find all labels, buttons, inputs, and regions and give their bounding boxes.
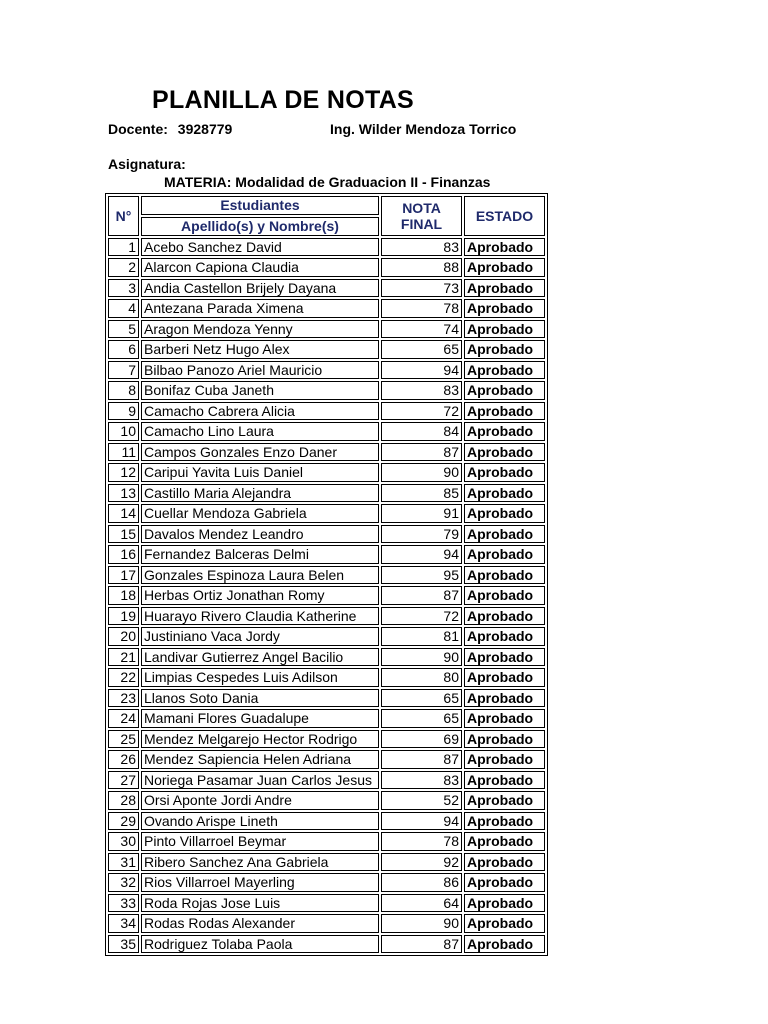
table-row [108, 607, 545, 626]
student-name: Aragon Mendoza Yenny [141, 320, 379, 339]
student-name: Davalos Mendez Leandro [141, 525, 379, 544]
row-number: 21 [108, 648, 139, 667]
status: Aprobado [464, 832, 545, 851]
student-name: Rios Villarroel Mayerling [141, 873, 379, 892]
final-grade: 83 [381, 381, 462, 400]
student-name: Mendez Sapiencia Helen Adriana [141, 750, 379, 769]
status: Aprobado [464, 607, 545, 626]
header-num: N° [108, 196, 139, 236]
table-row [108, 320, 545, 339]
row-number: 33 [108, 894, 139, 913]
student-name: Acebo Sanchez David [141, 238, 379, 257]
table-row [108, 381, 545, 400]
final-grade: 65 [381, 340, 462, 359]
table-row [108, 709, 545, 728]
row-number: 15 [108, 525, 139, 544]
final-grade: 87 [381, 935, 462, 954]
final-grade: 90 [381, 463, 462, 482]
student-name: Limpias Cespedes Luis Adilson [141, 668, 379, 687]
status: Aprobado [464, 422, 545, 441]
final-grade: 85 [381, 484, 462, 503]
table-row [108, 361, 545, 380]
row-number: 16 [108, 545, 139, 564]
status: Aprobado [464, 279, 545, 298]
final-grade: 65 [381, 709, 462, 728]
table-row [108, 299, 545, 318]
table-row [108, 545, 545, 564]
row-number: 32 [108, 873, 139, 892]
final-grade: 81 [381, 627, 462, 646]
table-row [108, 525, 545, 544]
status: Aprobado [464, 586, 545, 605]
status: Aprobado [464, 853, 545, 872]
status: Aprobado [464, 894, 545, 913]
row-number: 8 [108, 381, 139, 400]
docente-label: Docente: [108, 121, 168, 137]
status: Aprobado [464, 361, 545, 380]
status: Aprobado [464, 627, 545, 646]
student-name: Camacho Lino Laura [141, 422, 379, 441]
header-state: ESTADO [464, 196, 545, 236]
status: Aprobado [464, 299, 545, 318]
row-number: 25 [108, 730, 139, 749]
status: Aprobado [464, 320, 545, 339]
row-number: 23 [108, 689, 139, 708]
row-number: 14 [108, 504, 139, 523]
table-row [108, 894, 545, 913]
row-number: 5 [108, 320, 139, 339]
row-number: 1 [108, 238, 139, 257]
asignatura-label: Asignatura: [108, 156, 186, 172]
row-number: 24 [108, 709, 139, 728]
student-name: Andia Castellon Brijely Dayana [141, 279, 379, 298]
row-number: 13 [108, 484, 139, 503]
row-number: 35 [108, 935, 139, 954]
row-number: 30 [108, 832, 139, 851]
final-grade: 95 [381, 566, 462, 585]
row-number: 28 [108, 791, 139, 810]
status: Aprobado [464, 525, 545, 544]
student-name: Roda Rojas Jose Luis [141, 894, 379, 913]
table-row [108, 812, 545, 831]
student-name: Orsi Aponte Jordi Andre [141, 791, 379, 810]
row-number: 22 [108, 668, 139, 687]
student-name: Mamani Flores Guadalupe [141, 709, 379, 728]
table-row [108, 504, 545, 523]
student-name: Mendez Melgarejo Hector Rodrigo [141, 730, 379, 749]
final-grade: 72 [381, 607, 462, 626]
student-name: Rodriguez Tolaba Paola [141, 935, 379, 954]
final-grade: 65 [381, 689, 462, 708]
status: Aprobado [464, 873, 545, 892]
status: Aprobado [464, 771, 545, 790]
final-grade: 90 [381, 648, 462, 667]
status: Aprobado [464, 812, 545, 831]
table-row [108, 258, 545, 277]
status: Aprobado [464, 689, 545, 708]
table-row [108, 627, 545, 646]
row-number: 27 [108, 771, 139, 790]
header-grade [381, 196, 462, 236]
table-body [108, 238, 545, 954]
table-row [108, 873, 545, 892]
final-grade: 90 [381, 914, 462, 933]
status: Aprobado [464, 443, 545, 462]
table-row [108, 935, 545, 954]
status: Aprobado [464, 504, 545, 523]
status: Aprobado [464, 750, 545, 769]
final-grade: 72 [381, 402, 462, 421]
final-grade: 52 [381, 791, 462, 810]
final-grade: 83 [381, 238, 462, 257]
student-name: Castillo Maria Alejandra [141, 484, 379, 503]
table-row [108, 853, 545, 872]
student-name: Herbas Ortiz Jonathan Romy [141, 586, 379, 605]
student-name: Bonifaz Cuba Janeth [141, 381, 379, 400]
row-number: 7 [108, 361, 139, 380]
status: Aprobado [464, 463, 545, 482]
final-grade: 78 [381, 832, 462, 851]
student-name: Rodas Rodas Alexander [141, 914, 379, 933]
table-row [108, 771, 545, 790]
row-number: 19 [108, 607, 139, 626]
status: Aprobado [464, 730, 545, 749]
row-number: 10 [108, 422, 139, 441]
table-row [108, 689, 545, 708]
student-name: Alarcon Capiona Claudia [141, 258, 379, 277]
status: Aprobado [464, 238, 545, 257]
status: Aprobado [464, 935, 545, 954]
final-grade: 87 [381, 750, 462, 769]
table-row [108, 730, 545, 749]
final-grade: 87 [381, 586, 462, 605]
header-students: Estudiantes [141, 196, 379, 215]
materia-line [164, 174, 490, 190]
student-name: Gonzales Espinoza Laura Belen [141, 566, 379, 585]
row-number: 4 [108, 299, 139, 318]
row-number: 6 [108, 340, 139, 359]
final-grade: 86 [381, 873, 462, 892]
row-number: 26 [108, 750, 139, 769]
status: Aprobado [464, 566, 545, 585]
final-grade: 87 [381, 443, 462, 462]
table-row [108, 402, 545, 421]
student-name: Caripui Yavita Luis Daniel [141, 463, 379, 482]
materia-label: MATERIA: [164, 174, 232, 190]
status: Aprobado [464, 402, 545, 421]
student-name: Ribero Sanchez Ana Gabriela [141, 853, 379, 872]
student-name: Bilbao Panozo Ariel Mauricio [141, 361, 379, 380]
student-name: Cuellar Mendoza Gabriela [141, 504, 379, 523]
final-grade: 79 [381, 525, 462, 544]
status: Aprobado [464, 709, 545, 728]
status: Aprobado [464, 791, 545, 810]
status: Aprobado [464, 381, 545, 400]
student-name: Ovando Arispe Lineth [141, 812, 379, 831]
row-number: 18 [108, 586, 139, 605]
row-number: 12 [108, 463, 139, 482]
final-grade: 94 [381, 812, 462, 831]
status: Aprobado [464, 258, 545, 277]
table-row [108, 832, 545, 851]
student-name: Campos Gonzales Enzo Daner [141, 443, 379, 462]
table-row [108, 566, 545, 585]
student-name: Pinto Villarroel Beymar [141, 832, 379, 851]
row-number: 34 [108, 914, 139, 933]
table-row [108, 238, 545, 257]
final-grade: 91 [381, 504, 462, 523]
table-row [108, 648, 545, 667]
row-number: 11 [108, 443, 139, 462]
table-row [108, 750, 545, 769]
student-name: Landivar Gutierrez Angel Bacilio [141, 648, 379, 667]
student-name: Camacho Cabrera Alicia [141, 402, 379, 421]
table-row [108, 422, 545, 441]
student-name: Llanos Soto Dania [141, 689, 379, 708]
status: Aprobado [464, 340, 545, 359]
final-grade: 83 [381, 771, 462, 790]
row-number: 29 [108, 812, 139, 831]
status: Aprobado [464, 648, 545, 667]
final-grade: 74 [381, 320, 462, 339]
docente-id: 3928779 [177, 121, 233, 137]
table-row [108, 586, 545, 605]
header-names: Apellido(s) y Nombre(s) [141, 217, 379, 236]
row-number: 2 [108, 258, 139, 277]
grades-table [105, 193, 548, 956]
materia-value: Modalidad de Graduacion II - Finanzas [235, 174, 491, 190]
row-number: 3 [108, 279, 139, 298]
table-row [108, 914, 545, 933]
final-grade: 64 [381, 894, 462, 913]
final-grade: 94 [381, 361, 462, 380]
row-number: 17 [108, 566, 139, 585]
student-name: Barberi Netz Hugo Alex [141, 340, 379, 359]
status: Aprobado [464, 484, 545, 503]
student-name: Antezana Parada Ximena [141, 299, 379, 318]
instructor-name: Ing. Wilder Mendoza Torrico [330, 121, 517, 137]
final-grade: 80 [381, 668, 462, 687]
final-grade: 78 [381, 299, 462, 318]
header-grade-line1: NOTA [402, 199, 441, 216]
final-grade: 69 [381, 730, 462, 749]
student-name: Huarayo Rivero Claudia Katherine [141, 607, 379, 626]
table-row [108, 443, 545, 462]
final-grade: 84 [381, 422, 462, 441]
row-number: 9 [108, 402, 139, 421]
final-grade: 92 [381, 853, 462, 872]
table-row [108, 463, 545, 482]
table-row [108, 791, 545, 810]
final-grade: 73 [381, 279, 462, 298]
student-name: Justiniano Vaca Jordy [141, 627, 379, 646]
row-number: 31 [108, 853, 139, 872]
student-name: Noriega Pasamar Juan Carlos Jesus [141, 771, 379, 790]
status: Aprobado [464, 668, 545, 687]
status: Aprobado [464, 545, 545, 564]
table-row [108, 340, 545, 359]
final-grade: 88 [381, 258, 462, 277]
row-number: 20 [108, 627, 139, 646]
table-row [108, 279, 545, 298]
student-name: Fernandez Balceras Delmi [141, 545, 379, 564]
table-row [108, 484, 545, 503]
table-row [108, 668, 545, 687]
status: Aprobado [464, 914, 545, 933]
page-title: PLANILLA DE NOTAS [152, 86, 415, 114]
header-grade-line2: FINAL [400, 215, 443, 232]
docente-line [108, 121, 232, 137]
final-grade: 94 [381, 545, 462, 564]
